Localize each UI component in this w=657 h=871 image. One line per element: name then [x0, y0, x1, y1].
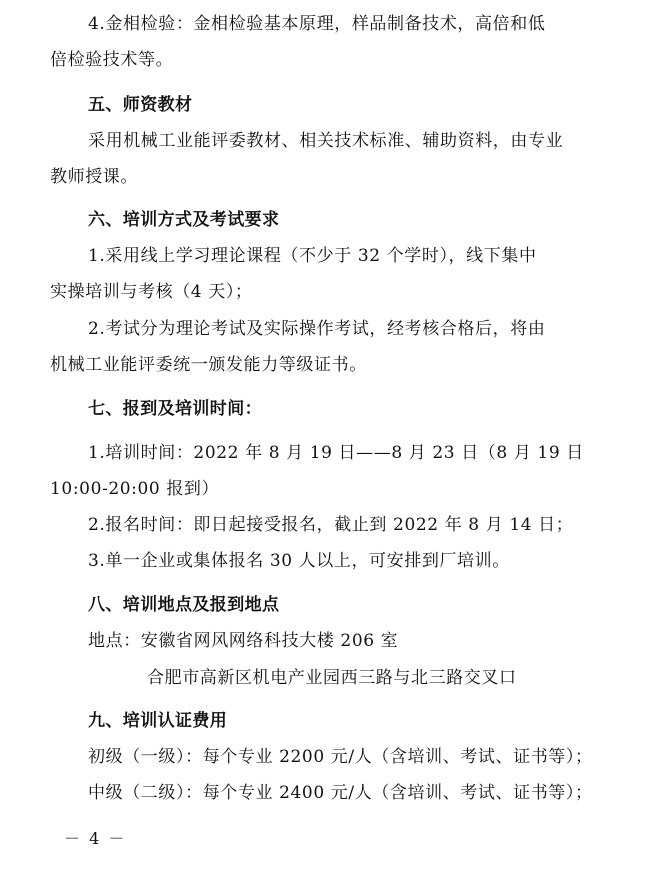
- item4-line1: 4.金相检验：金相检验基本原理，样品制备技术，高倍和低: [88, 14, 546, 34]
- section-8-address-line1: 地点：安徽省网风网络科技大楼 206 室: [88, 631, 399, 651]
- section-7-item2: 2.报名时间：即日起接受报名，截止到 2022 年 8 月 14 日；: [88, 515, 574, 535]
- section-9-fee-intermediate: 中级（二级）：每个专业 2400 元/人（含培训、考试、证书等）；: [88, 783, 593, 803]
- section-7-item1-line1: 1.培训时间：2022 年 8 月 19 日——8 月 23 日（8 月 19 日: [88, 443, 584, 463]
- section-6-item1-line2: 实操培训与考核（4 天）；: [50, 282, 253, 302]
- section-5-paragraph-line2: 教师授课。: [50, 167, 138, 187]
- section-9-fee-primary: 初级（一级）：每个专业 2200 元/人（含培训、考试、证书等）；: [88, 747, 593, 767]
- section-6-item2-line1: 2.考试分为理论考试及实际操作考试，经考核合格后，将由: [88, 319, 546, 339]
- section-7-item3: 3.单一企业或集体报名 30 人以上，可安排到厂培训。: [88, 551, 510, 571]
- section-5-paragraph-line1: 采用机械工业能评委教材、相关技术标准、辅助资料，由专业: [88, 131, 564, 151]
- section-8-address-line2: 合肥市高新区机电产业园西三路与北三路交叉口: [147, 668, 517, 688]
- section-7-heading: 七、报到及培训时间：: [88, 399, 262, 419]
- section-5-heading: 五、师资教材: [88, 95, 193, 115]
- item4-line2: 倍检验技术等。: [50, 50, 174, 70]
- section-6-heading: 六、培训方式及考试要求: [88, 210, 280, 230]
- section-7-item1-line2: 10:00-20:00 报到）: [50, 479, 220, 499]
- section-8-heading: 八、培训地点及报到地点: [88, 595, 280, 615]
- section-9-heading: 九、培训认证费用: [88, 711, 228, 731]
- page-number: － 4 －: [64, 829, 127, 848]
- section-6-item2-line2: 机械工业能评委统一颁发能力等级证书。: [50, 355, 367, 375]
- section-6-item1-line1: 1.采用线上学习理论课程（不少于 32 个学时），线下集中: [88, 246, 537, 266]
